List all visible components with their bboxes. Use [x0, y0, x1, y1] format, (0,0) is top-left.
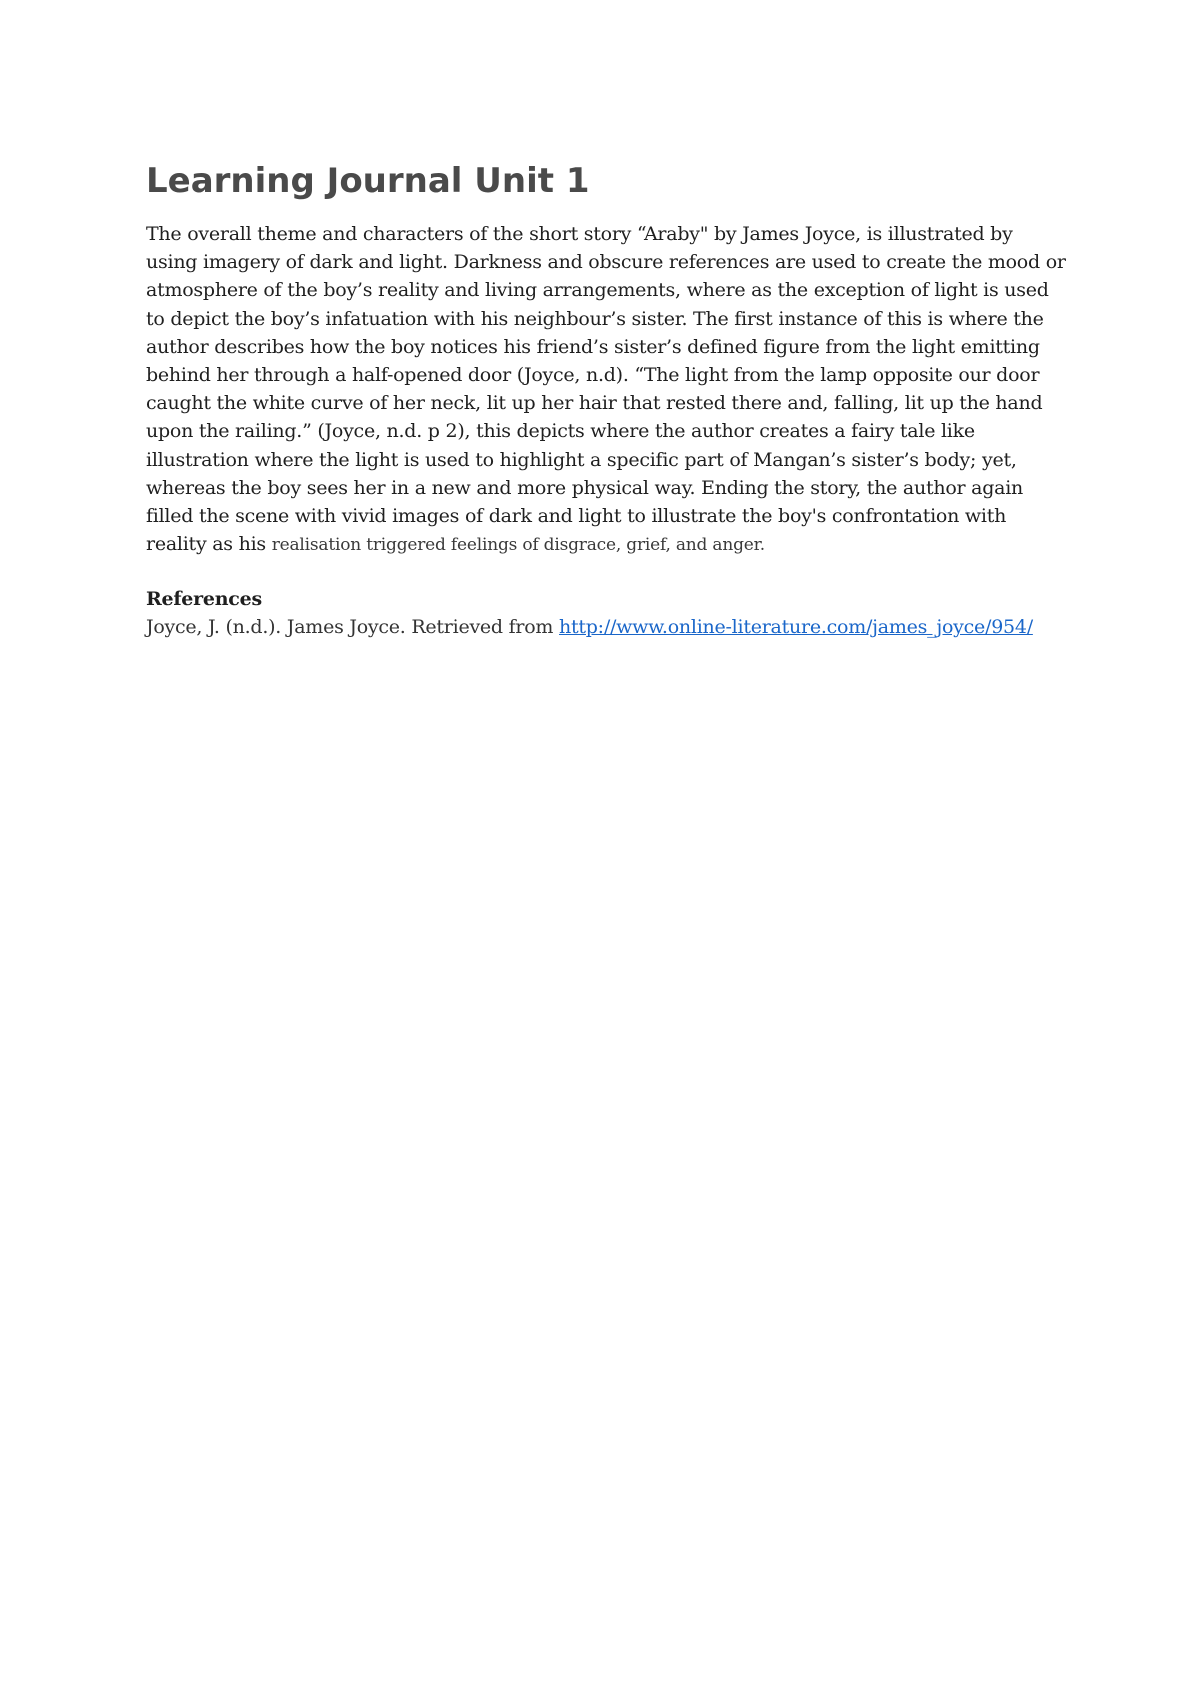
body-paragraph-main: The overall theme and characters of the short story “Araby" by James Joyce, is illustrated by using imagery of dark and light. Darkness and obscure references are used to create the mood or atmosphere of the boy’s reality and living arrangements, where as the exception of light is used to depict the boy’s infatuation with his neighbour’s sister. The first instance of this is where the author describes how the boy notices his friend’s sister’s defined figure from the light emitting behind her through a half-opened door (Joyce, n.d). “The light from the lamp opposite our door caught the white curve of her neck, lit up her hair that rested there and, falling, lit up the hand upon the railing.” (Joyce, n.d. p 2), this depicts where the author creates a fairy tale like illustration where the light is used to highlight a specific part of Mangan’s sister’s body; yet, whereas the boy sees her in a new and more physical way. Ending the story, the author again filled the scene with vivid images of dark and light to illustrate the boy's confrontation with reality as his	[146, 223, 1066, 556]
body-paragraph-tail: realisation triggered feelings of disgrace, grief, and anger.	[271, 535, 765, 556]
reference-entry-text: Joyce, J. (n.d.). James Joyce. Retrieved from	[146, 616, 554, 639]
references-heading: References	[146, 588, 262, 611]
document-title: Learning Journal Unit 1	[146, 161, 590, 201]
document-content	[146, 158, 1066, 641]
references-section	[146, 585, 1066, 641]
body-paragraph	[146, 220, 1066, 559]
reference-link[interactable]: http://www.online-literature.com/james_joyce/954/	[559, 616, 1033, 639]
reference-entry	[146, 613, 1066, 641]
